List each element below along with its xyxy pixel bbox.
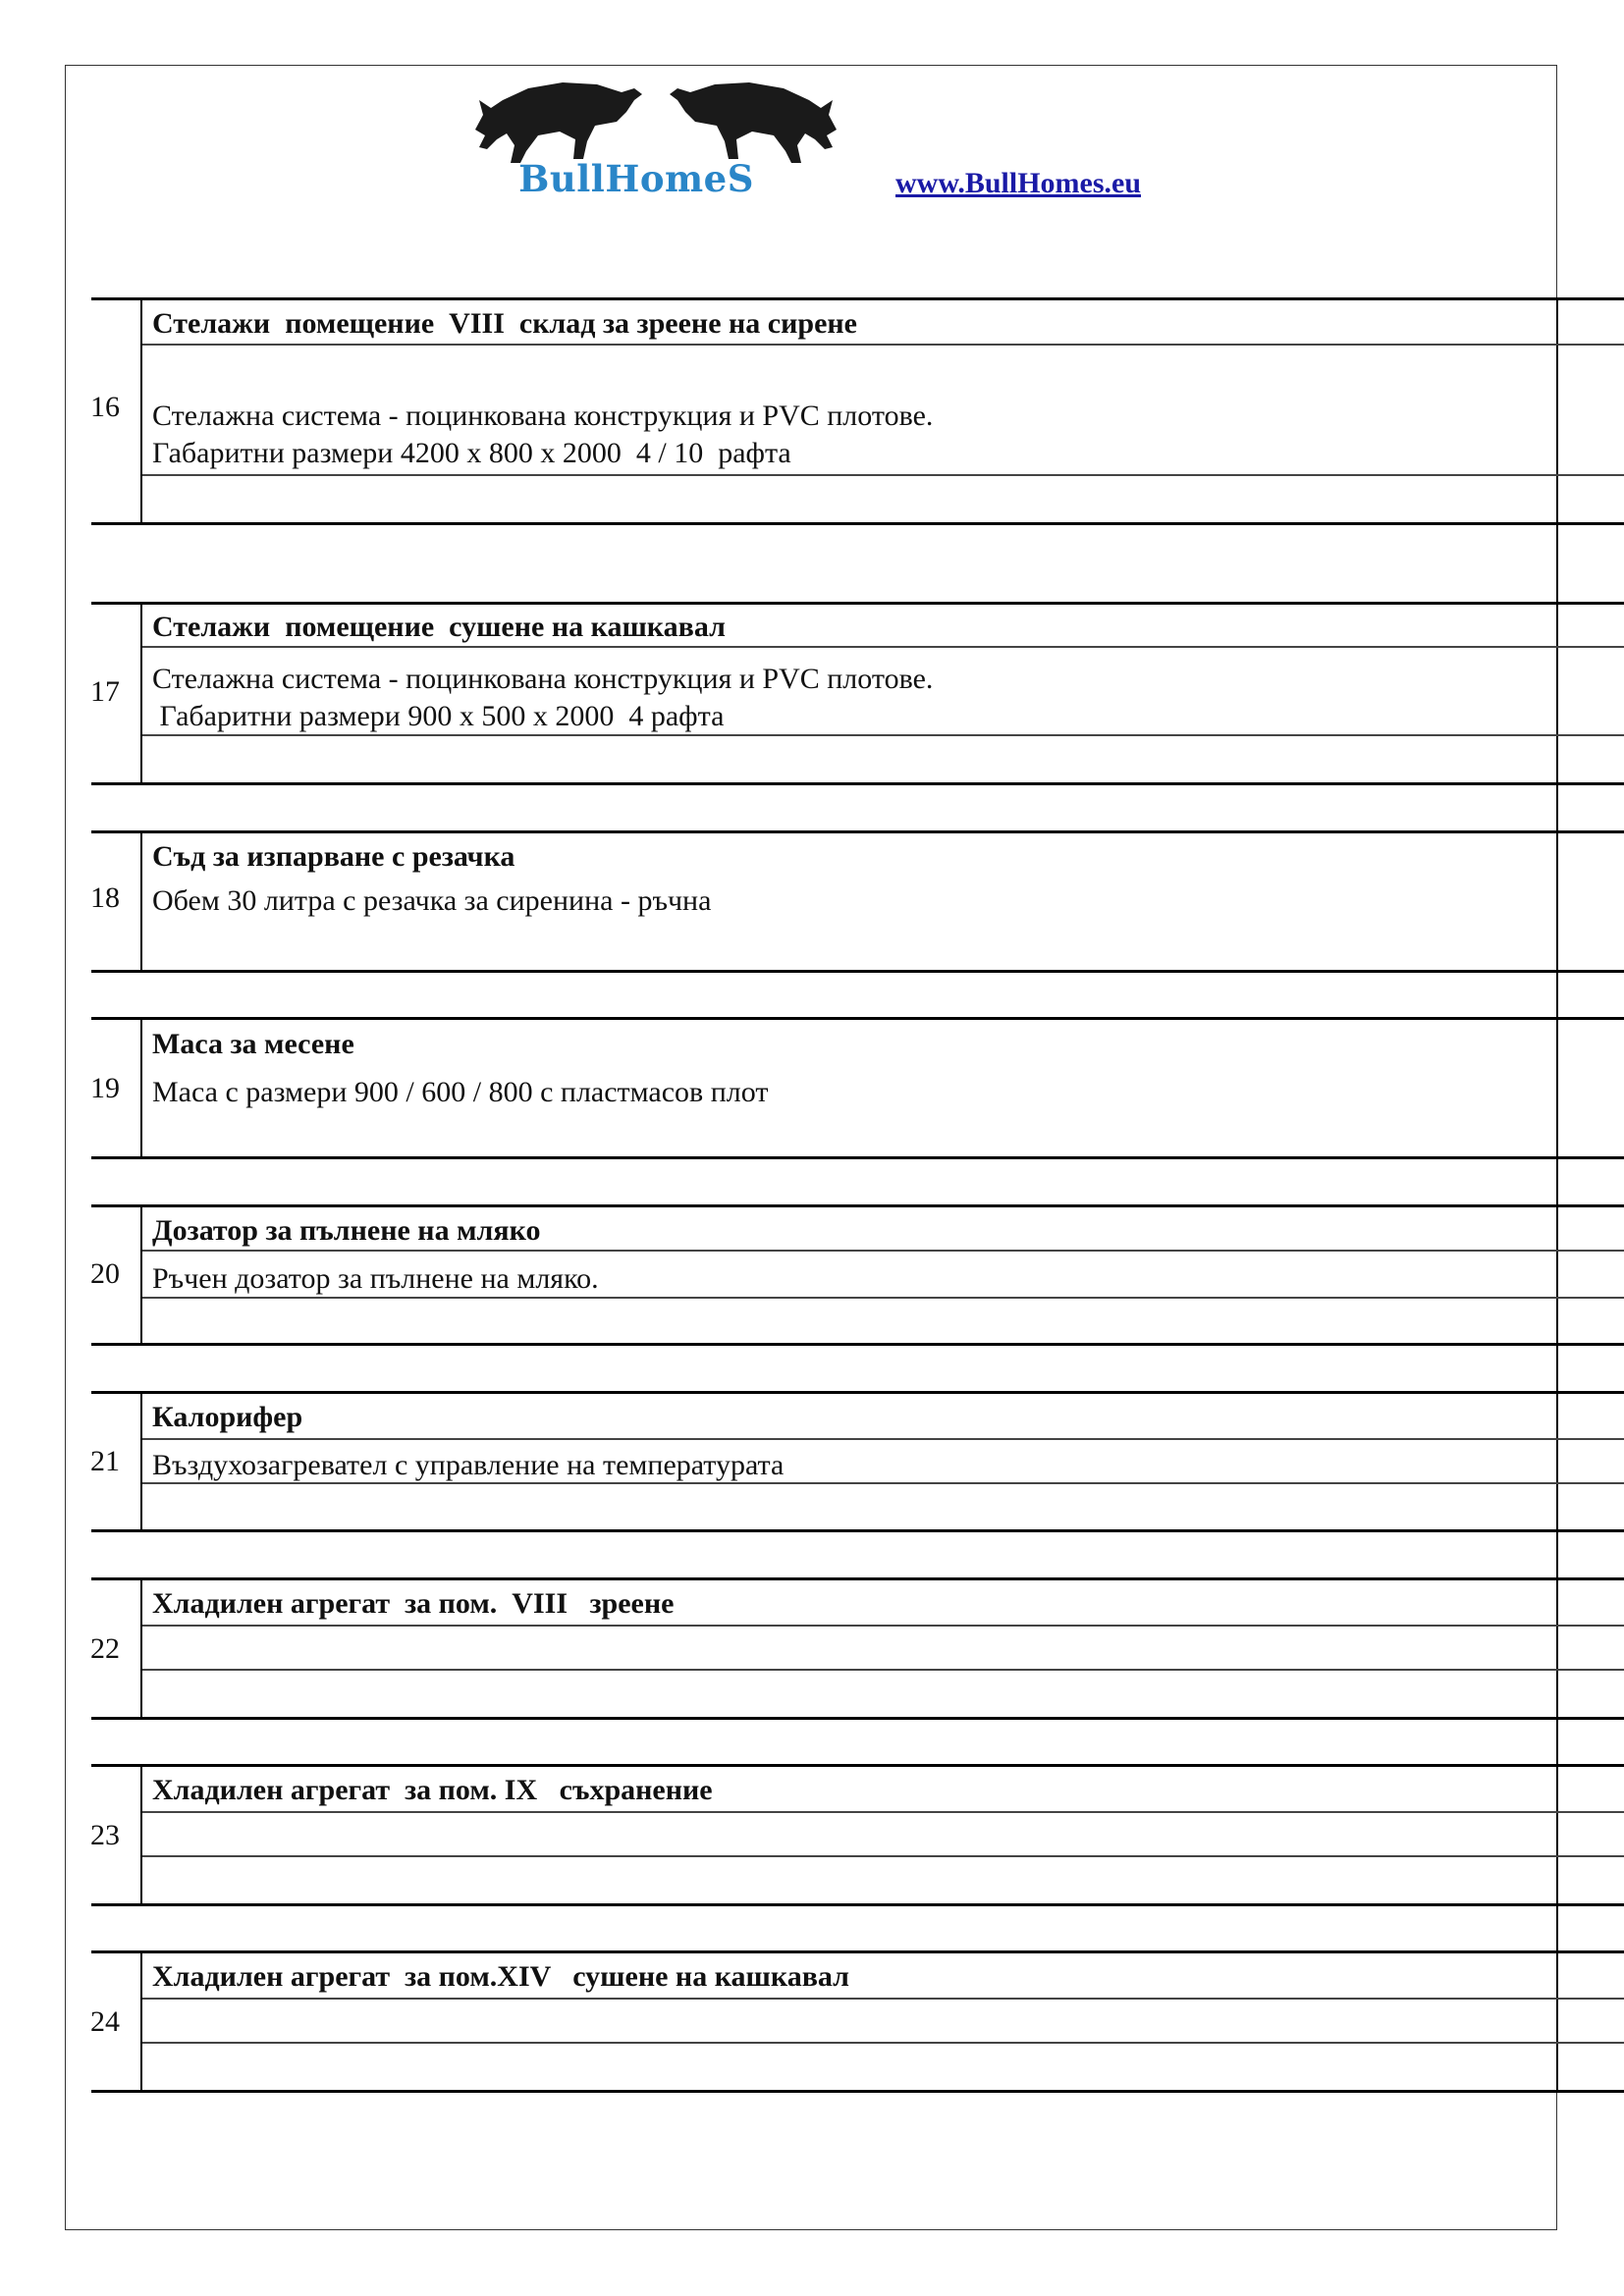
row-inner-divider: [140, 1669, 1624, 1671]
row-top-border: [91, 1391, 1624, 1394]
item-description: Ръчен дозатор за пълнене на мляко.: [152, 1262, 599, 1295]
item-title: Съд за изпарване с резачка: [152, 840, 515, 873]
row-inner-divider: [140, 646, 1624, 648]
row-top-border: [91, 602, 1624, 605]
row-inner-divider: [140, 1625, 1624, 1627]
item-number: 19: [90, 1072, 120, 1104]
bullhomes-logo: [469, 71, 842, 203]
row-bottom-border: [91, 1156, 1624, 1159]
item-description: Маса с размери 900 / 600 / 800 с пластмасов плот: [152, 1076, 769, 1108]
item-description: Въздухозагревател с управление на температурата: [152, 1449, 785, 1481]
item-title: Хладилен агрегат за пом. VIII зреене: [152, 1587, 675, 1620]
row-top-border: [91, 1204, 1624, 1207]
row-inner-divider: [140, 474, 1624, 476]
item-description: Стелажна система - поцинкована конструкция и PVC плотове.: [152, 663, 934, 695]
row-bottom-border: [91, 782, 1624, 785]
row-bottom-border: [91, 2090, 1624, 2093]
row-top-border: [91, 1017, 1624, 1020]
row-bottom-border: [91, 1343, 1624, 1346]
row-number-divider: [140, 1577, 142, 1717]
row-number-divider: [140, 1204, 142, 1343]
item-title: Хладилен агрегат за пом. IX съхранение: [152, 1774, 713, 1806]
row-bottom-border: [91, 1903, 1624, 1906]
row-top-border: [91, 1577, 1624, 1580]
row-number-divider: [140, 297, 142, 522]
item-number: 16: [90, 391, 120, 423]
item-title: Дозатор за пълнене на мляко: [152, 1214, 541, 1247]
row-bottom-border: [91, 1717, 1624, 1720]
row-top-border: [91, 1950, 1624, 1953]
item-number: 22: [90, 1632, 120, 1665]
row-bottom-border: [91, 1529, 1624, 1532]
row-inner-divider: [140, 344, 1624, 346]
item-description: Габаритни размери 900 х 500 х 2000 4 рафта: [152, 700, 725, 732]
row-inner-divider: [140, 1855, 1624, 1857]
row-bottom-border: [91, 522, 1624, 525]
row-number-divider: [140, 830, 142, 970]
table-right-divider: [1556, 297, 1558, 2090]
website-link[interactable]: www.BullHomes.eu: [895, 167, 1142, 199]
item-number: 17: [90, 675, 120, 708]
row-inner-divider: [140, 1811, 1624, 1813]
brand-name: BullHomeS: [518, 157, 754, 200]
item-number: 23: [90, 1819, 120, 1851]
item-title: Стелажи помещение сушене на кашкавал: [152, 611, 726, 643]
row-inner-divider: [140, 1998, 1624, 2000]
row-top-border: [91, 1764, 1624, 1767]
row-number-divider: [140, 1391, 142, 1529]
row-number-divider: [140, 602, 142, 782]
item-title: Хладилен агрегат за пом.XIV сушене на кашкавал: [152, 1960, 849, 1993]
item-description: Стелажна система - поцинкована конструкция и PVC плотове.: [152, 400, 934, 432]
bull-silhouettes-icon: [469, 71, 842, 164]
item-title: Маса за месене: [152, 1028, 354, 1060]
item-number: 20: [90, 1257, 120, 1290]
row-inner-divider: [140, 1250, 1624, 1252]
row-top-border: [91, 830, 1624, 833]
row-number-divider: [140, 1764, 142, 1903]
row-number-divider: [140, 1950, 142, 2090]
item-number: 21: [90, 1445, 120, 1477]
item-number: 18: [90, 881, 120, 914]
item-title: Стелажи помещение VIII склад за зреене на сирене: [152, 307, 857, 340]
item-number: 24: [90, 2005, 120, 2038]
row-inner-divider: [140, 1438, 1624, 1440]
row-bottom-border: [91, 970, 1624, 973]
row-top-border: [91, 297, 1624, 300]
row-number-divider: [140, 1017, 142, 1156]
row-inner-divider: [140, 2042, 1624, 2044]
item-description: Обем 30 литра с резачка за сиренина - ръчна: [152, 884, 712, 917]
item-title: Калорифер: [152, 1401, 303, 1433]
item-description: Габаритни размери 4200 х 800 х 2000 4 / 10 рафта: [152, 437, 791, 469]
